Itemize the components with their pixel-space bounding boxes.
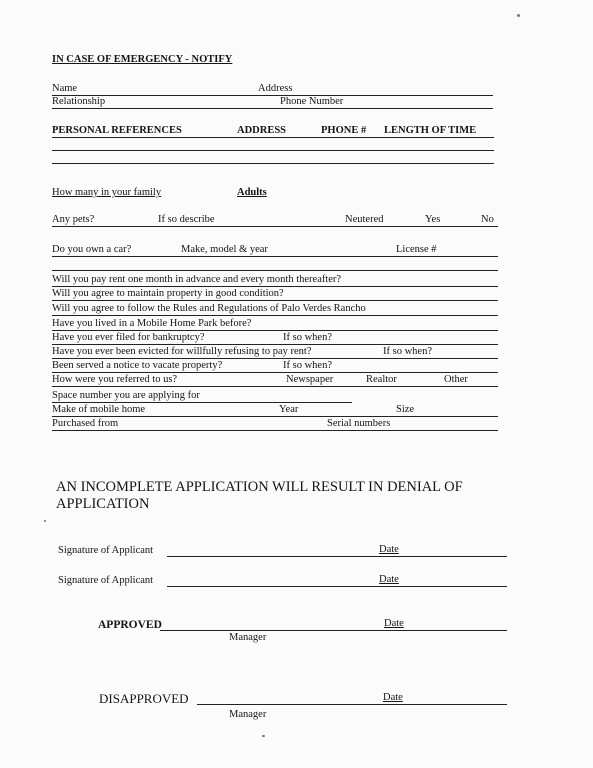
question-rent-advance: Will you pay rent one month in advance and every month thereafter?: [52, 274, 342, 285]
signature-applicant-1-label: Signature of Applicant: [58, 545, 154, 556]
references-phone-header: PHONE #: [321, 125, 367, 136]
question-maintain-property: Will you agree to maintain property in good condition?: [52, 288, 284, 299]
pets-label: Any pets?: [52, 214, 95, 225]
car-own-label: Do you own a car?: [52, 244, 132, 255]
question-mobile-make: Make of mobile home: [52, 404, 146, 415]
question-serial-numbers: Serial numbers: [327, 418, 391, 429]
question-space-number: Space number you are applying for: [52, 390, 200, 401]
car-make-label: Make, model & year: [181, 244, 268, 255]
emergency-name-label: Name: [52, 83, 78, 94]
approved-date: Date: [384, 618, 404, 629]
question-referred: How were you referred to us?: [52, 374, 178, 385]
question-line[interactable]: [52, 315, 498, 316]
family-adults-label: Adults: [237, 187, 267, 198]
question-line[interactable]: [52, 300, 498, 301]
car-line[interactable]: [52, 256, 498, 257]
approved-label: APPROVED: [98, 619, 162, 631]
emergency-name-line[interactable]: [52, 95, 493, 96]
scan-speck: [262, 735, 265, 737]
pets-yes-label: Yes: [425, 214, 441, 225]
question-bankruptcy: Have you ever filed for bankruptcy?: [52, 332, 205, 343]
signature-applicant-1-line[interactable]: [167, 556, 507, 557]
question-mobile-year: Year: [279, 404, 299, 415]
car-license-label: License #: [396, 244, 437, 255]
question-vacate-when: If so when?: [283, 360, 332, 371]
references-row-line[interactable]: [52, 150, 494, 151]
signature-applicant-2-line[interactable]: [167, 586, 507, 587]
pets-describe-label: If so describe: [158, 214, 215, 225]
question-purchased-from: Purchased from: [52, 418, 119, 429]
question-line[interactable]: [52, 344, 498, 345]
question-lived-park: Have you lived in a Mobile Home Park before?: [52, 318, 252, 329]
disapproved-manager-label: Manager: [229, 709, 267, 720]
disapproved-date: Date: [383, 692, 403, 703]
references-length-header: LENGTH OF TIME: [384, 125, 477, 136]
question-bankruptcy-when: If so when?: [283, 332, 332, 343]
car-extra-line[interactable]: [52, 270, 498, 271]
signature-applicant-2-label: Signature of Applicant: [58, 575, 154, 586]
question-mobile-size: Size: [396, 404, 415, 415]
references-header: PERSONAL REFERENCES: [52, 125, 182, 136]
signature-applicant-2-date: Date: [379, 574, 399, 585]
disapproved-label: DISAPPROVED: [99, 691, 189, 706]
question-line[interactable]: [52, 358, 498, 359]
approved-line[interactable]: [160, 630, 507, 631]
emergency-relationship-line[interactable]: [52, 108, 493, 109]
question-line[interactable]: [52, 330, 498, 331]
pets-neutered-label: Neutered: [345, 214, 384, 225]
question-line[interactable]: [52, 402, 352, 403]
question-line[interactable]: [52, 430, 498, 431]
question-evicted: Have you ever been evicted for willfully refusing to pay rent?: [52, 346, 312, 357]
approved-manager-label: Manager: [229, 632, 267, 643]
question-vacate-notice: Been served a notice to vacate property?: [52, 360, 223, 371]
question-referred-other: Other: [444, 374, 468, 385]
emergency-address-label: Address: [258, 83, 293, 94]
question-line[interactable]: [52, 416, 498, 417]
family-size-label: How many in your family: [52, 187, 162, 198]
warning-line-1: AN INCOMPLETE APPLICATION WILL RESULT IN DENIAL OF: [56, 479, 463, 495]
question-line[interactable]: [52, 372, 498, 373]
question-line[interactable]: [52, 286, 498, 287]
scan-speck: [44, 520, 46, 522]
question-rules: Will you agree to follow the Rules and Regulations of Palo Verdes Rancho: [52, 303, 366, 314]
scan-speck: [517, 14, 520, 17]
emergency-heading: IN CASE OF EMERGENCY - NOTIFY: [52, 54, 233, 65]
emergency-phone-label: Phone Number: [280, 96, 344, 107]
pets-line[interactable]: [52, 226, 498, 227]
references-row-line[interactable]: [52, 163, 494, 164]
references-address-header: ADDRESS: [237, 125, 287, 136]
question-referred-realtor: Realtor: [366, 374, 397, 385]
emergency-relationship-label: Relationship: [52, 96, 106, 107]
references-header-line: [52, 137, 494, 138]
disapproved-line[interactable]: [197, 704, 507, 705]
signature-applicant-1-date: Date: [379, 544, 399, 555]
question-evicted-when: If so when?: [383, 346, 432, 357]
warning-line-2: APPLICATION: [56, 496, 150, 512]
question-referred-newspaper: Newspaper: [286, 374, 334, 385]
pets-no-label: No: [481, 214, 494, 225]
question-line[interactable]: [52, 386, 498, 387]
